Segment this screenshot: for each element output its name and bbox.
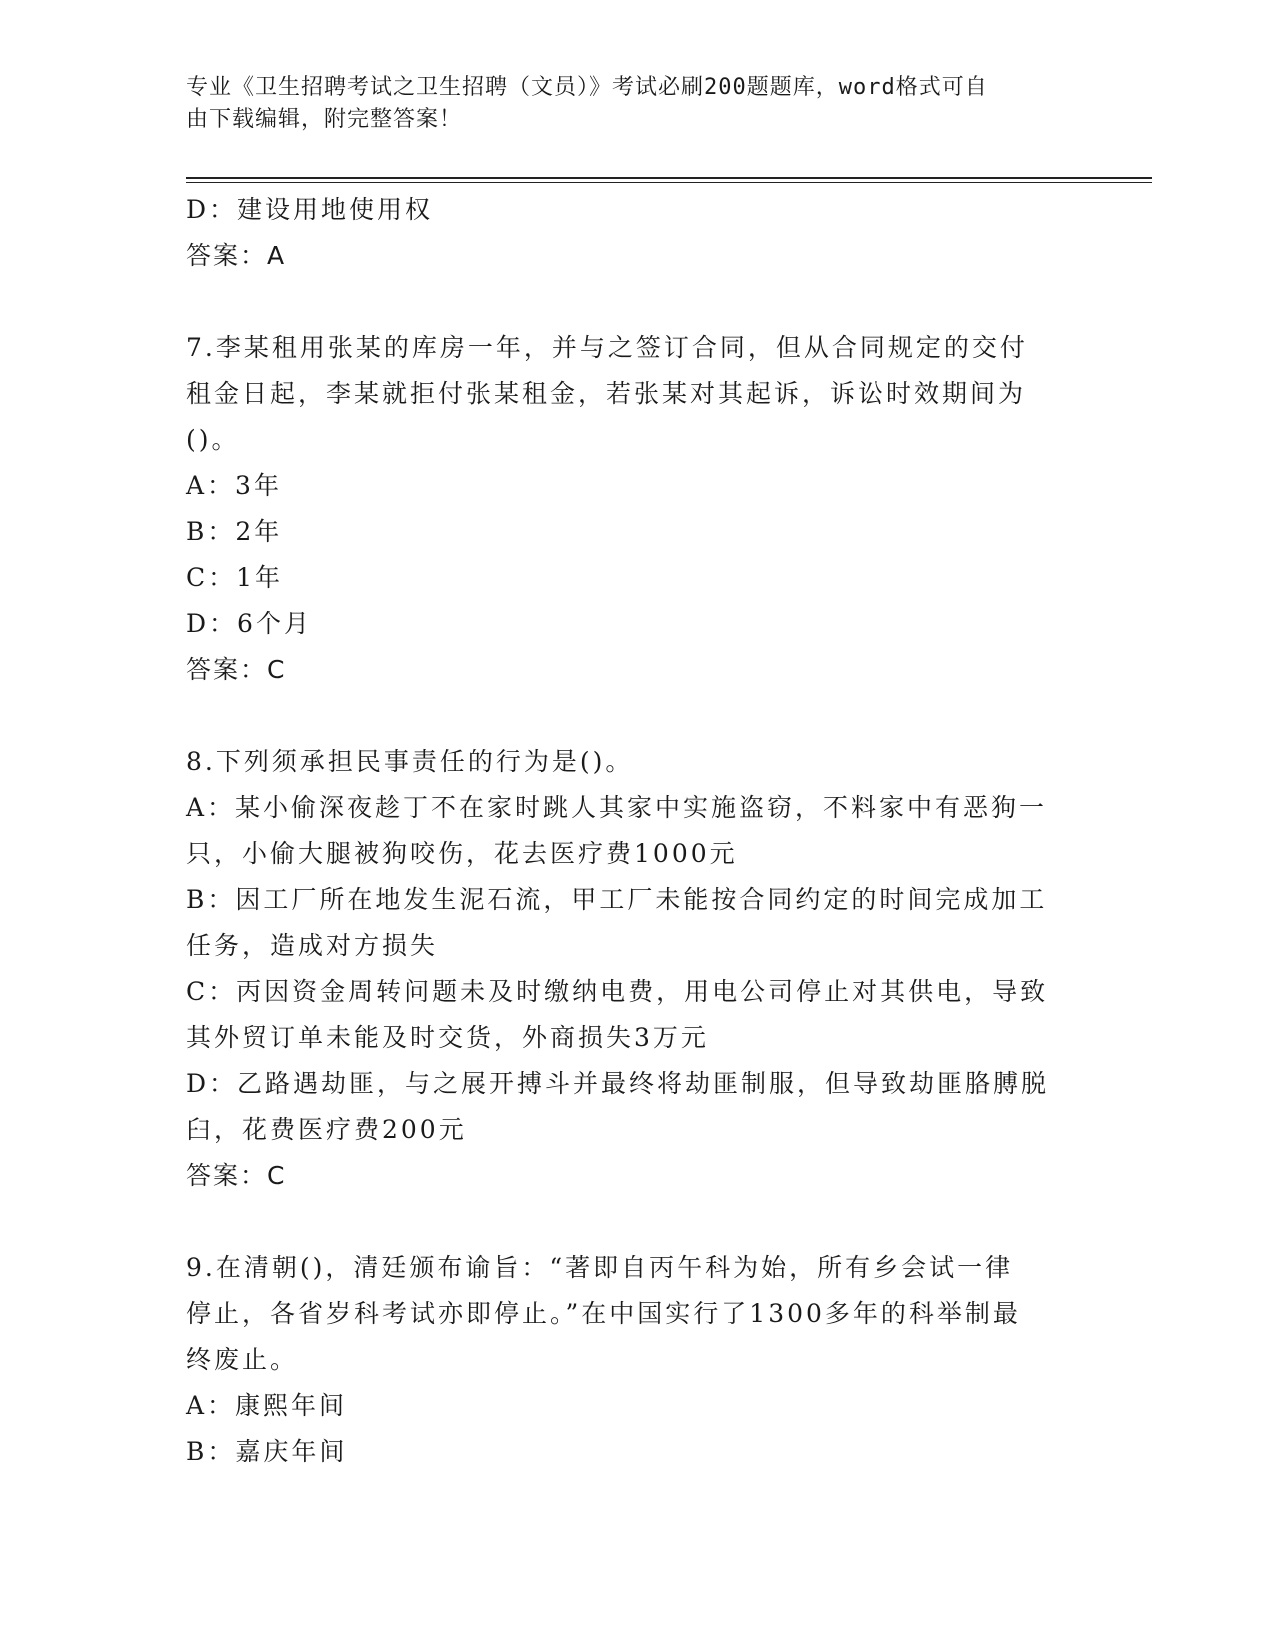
option-d: D：建设用地使用权 xyxy=(186,195,434,224)
header-rule-thin xyxy=(186,182,1152,183)
option-c-continued: 其外贸订单未能及时交货，外商损失3万元 xyxy=(186,1023,709,1052)
option-b: B：嘉庆年间 xyxy=(186,1437,348,1466)
question-8 xyxy=(186,739,1086,1199)
option-d: D：乙路遇劫匪，与之展开搏斗并最终将劫匪制服，但导致劫匪胳膊脱 xyxy=(186,1069,1050,1098)
document-body xyxy=(186,187,1086,1475)
option-d: D：6个月 xyxy=(186,609,312,638)
question-stem-line: 停止，各省岁科考试亦即停止。”在中国实行了1300多年的科举制最 xyxy=(186,1299,1021,1328)
option-a: A：3年 xyxy=(186,471,282,500)
question-stem-line: ()。 xyxy=(186,425,240,454)
question-stem-line: 7.李某租用张某的库房一年，并与之签订合同，但从合同规定的交付 xyxy=(186,333,1028,362)
header-line-1: 专业《卫生招聘考试之卫生招聘（文员）》考试必刷200题题库，word格式可自 xyxy=(186,75,988,100)
question-9 xyxy=(186,1245,1086,1475)
answer-line: 答案：C xyxy=(186,1161,287,1190)
option-b-continued: 任务，造成对方损失 xyxy=(186,931,439,960)
question-stem-line: 8.下列须承担民事责任的行为是()。 xyxy=(186,747,634,776)
option-a: A：康熙年间 xyxy=(186,1391,348,1420)
option-a-continued: 只，小偷大腿被狗咬伤，花去医疗费1000元 xyxy=(186,839,738,868)
option-c: C：丙因资金周转问题未及时缴纳电费，用电公司停止对其供电，导致 xyxy=(186,977,1049,1006)
option-b: B：2年 xyxy=(186,517,283,546)
question-stem-line: 租金日起，李某就拒付张某租金，若张某对其起诉，诉讼时效期间为 xyxy=(186,379,1027,408)
answer-line: 答案：C xyxy=(186,655,287,684)
question-stem-line: 终废止。 xyxy=(186,1345,299,1374)
option-d-continued: 臼，花费医疗费200元 xyxy=(186,1115,467,1144)
answer-line: 答案：A xyxy=(186,241,287,270)
option-b: B：因工厂所在地发生泥石流，甲工厂未能按合同约定的时间完成加工 xyxy=(186,885,1048,914)
question-7 xyxy=(186,325,1086,693)
document-header xyxy=(186,72,1076,136)
option-c: C：1年 xyxy=(186,563,284,592)
question-stem-line: 9.在清朝()，清廷颁布谕旨：“著即自丙午科为始，所有乡会试一律 xyxy=(186,1253,1014,1282)
previous-question-tail xyxy=(186,187,1086,279)
header-rule-thick xyxy=(186,177,1152,179)
option-a: A：某小偷深夜趁丁不在家时跳人其家中实施盗窃，不料家中有恶狗一 xyxy=(186,793,1048,822)
header-line-2: 由下载编辑，附完整答案！ xyxy=(186,107,463,132)
